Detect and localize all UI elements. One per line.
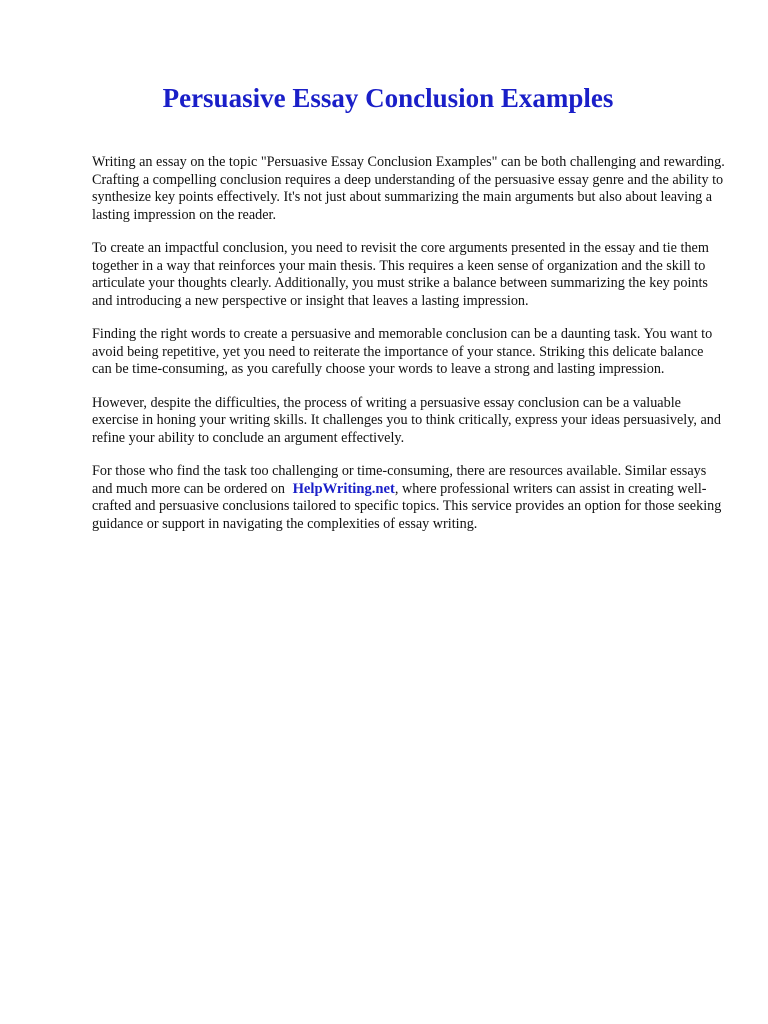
page-title: Persuasive Essay Conclusion Examples xyxy=(162,83,614,113)
paragraph-finding-words: Finding the right words to create a persuasive and memorable conclusion can be a daunting task. You want to avoid being repetitive, yet you need to reiterate the importance of your stance. Striking this delicate balance can be time-consuming, as you carefully choose your words to leave a strong and lasting impression. xyxy=(92,326,713,377)
paragraph-difficulties: However, despite the difficulties, the process of writing a persuasive essay conclusion can be a valuable exercise in honing your writing skills. It challenges you to think critically, express your ideas persuasively, and refine your ability to conclude an argument effectively. xyxy=(92,394,721,446)
paragraph-resources xyxy=(92,463,726,533)
paragraph-impactful-conclusion: To create an impactful conclusion, you need to revisit the core arguments presented in the essay and tie them together in a way that reinforces your main thesis. This requires a keen sense of organization and the skill to articulate your thoughts clearly. Additionally, you must strike a balance between summarizing the key points and introducing a new perspective or insight that leaves a lasting impression. xyxy=(92,240,709,309)
paragraph-intro: Writing an essay on the topic "Persuasive Essay Conclusion Examples" can be both challenging and rewarding. Crafting a compelling conclusion requires a deep understanding of the persuasive essay genre and the ability to synthesize key points effectively. It's not just about summarizing the main arguments but also about leaving a lasting impression on the reader. xyxy=(92,154,725,223)
helpwriting-link[interactable]: HelpWriting.net xyxy=(292,480,395,497)
resources-text-before-link: For those who find the task too challenging or time-consuming, there are resources available. Similar essays and much more can be ordered on xyxy=(92,463,707,497)
resources-text-after-link: , where professional writers can assist in creating well-crafted and persuasive conclusions tailored to specific topics. This service provides an option for those seeking guidance or support in navigating the complexities of essay writing. xyxy=(92,480,722,532)
